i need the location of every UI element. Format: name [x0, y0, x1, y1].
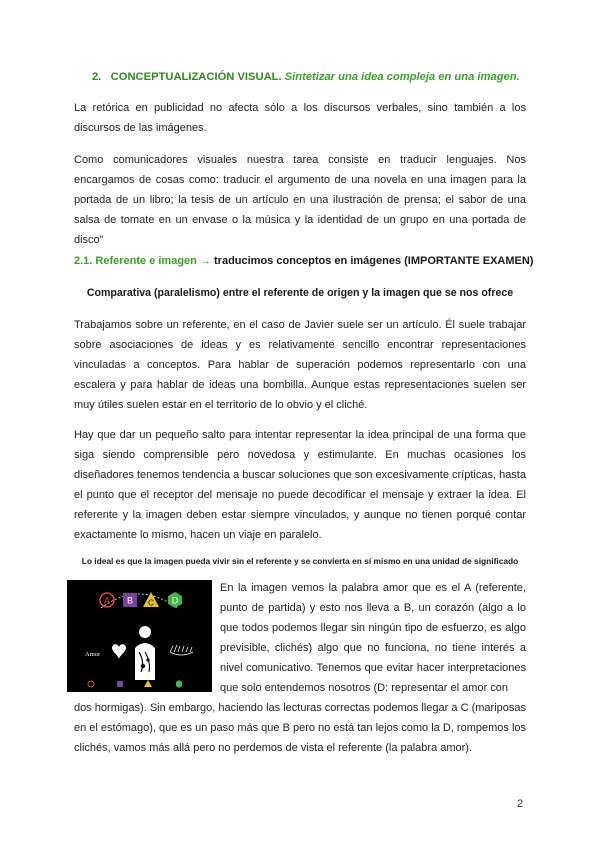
svg-text:A: A: [103, 595, 111, 606]
section-number: 2.: [92, 71, 102, 83]
concept-illustration: [67, 580, 212, 692]
paragraph-1: La retórica en publicidad no afecta sólo a los discursos verbales, sino también a los discursos de las imágenes.: [74, 102, 526, 134]
paragraph-2: Como comunicadores visuales nuestra tarea consiste en traducir lenguajes. Nos encargamos de cosas como: traducir el argumento de una novela en una imagen para la portada de un libro; la tesis de un artículo en una ilustración de prensa; el sabor de una salsa de tomate en un envase o la música y la identidad de un grupo en una portada de disco”: [74, 154, 526, 246]
page-number: 2: [517, 798, 524, 810]
paragraph-5: [220, 578, 526, 698]
paragraph-4: Hay que dar un pequeño salto para intentar representar la idea principal de una forma que siga siendo comprensible pero novedosa y estimulante. En muchas ocasiones los diseñadores tenemos tendencia a buscar soluciones que son excesivamente crípticas, hasta el punto que el receptor del mensaje no puede decodificar el mensaje y extraer la idea. El referente y la imagen deben estar siempre vinculados, y aunque no tienen porqué contar exactamente lo mismo, hacen un viaje en paralelo.: [74, 429, 526, 541]
ideal-note: Lo ideal es que la imagen pueda vivir sin el referente y se convierta en sí mismo en una unidad de significado: [81, 556, 519, 566]
subsection-description: traducimos conceptos en imágenes (IMPORTANTE EXAMEN): [210, 255, 534, 267]
svg-text:D: D: [171, 595, 179, 606]
section-heading: [92, 71, 520, 83]
paragraph-5-text: En la imagen vemos la palabra amor que es el A (referente, punto de partida) y esto nos lleva a B, un corazón (algo a lo que todos podemos llegar sin ningún tipo de esfuerzo, es algo previsible, clichés) algo que no funciona, no tiene interés a nivel comunicativo. Tenemos que evitar hacer interpretaciones que solo entendemos nosotros (D: representar el amor con: [220, 582, 526, 694]
paragraph-5-continued: dos hormigas). Sin embargo, haciendo las lecturas correctas podemos llegar a C (mariposas en el estómago), que es un paso más que B pero no está tan lejos como la D, rompemos los clichés, vamos más allá pero no perdemos de vista el referente (la palabra amor).: [74, 702, 526, 754]
comparativa-heading: Comparativa (paralelismo) entre el referente de origen y la imagen que se nos ofrece: [86, 287, 514, 299]
svg-text:B: B: [126, 595, 134, 606]
subsection-title: 2.1. Referente e imagen →: [74, 255, 211, 267]
concept-illustration-svg: [67, 580, 212, 692]
paragraph-3: Trabajamos sobre un referente, en el caso de Javier suele ser un artículo. Él suele trabajar sobre asociaciones de ideas y es relativamente sencillo encontrar representaciones vinculadas a conceptos. Para hablar de superación podemos representarlo con una escalera y para hablar de ideas una bombilla. Aunque estas representaciones suelen ser muy útiles suelen estar en el territorio de lo obvio y el cliché.: [74, 319, 526, 411]
amor-word: Amor: [85, 651, 101, 658]
subsection-heading: [74, 255, 533, 267]
svg-text:C: C: [148, 598, 154, 608]
label-b-icon: [123, 593, 137, 607]
section-title: CONCEPTUALIZACIÓN VISUAL.: [110, 71, 282, 83]
small-b-icon: [117, 681, 123, 687]
section-subtitle: Sintetizar una idea compleja en una imagen.: [284, 71, 520, 83]
